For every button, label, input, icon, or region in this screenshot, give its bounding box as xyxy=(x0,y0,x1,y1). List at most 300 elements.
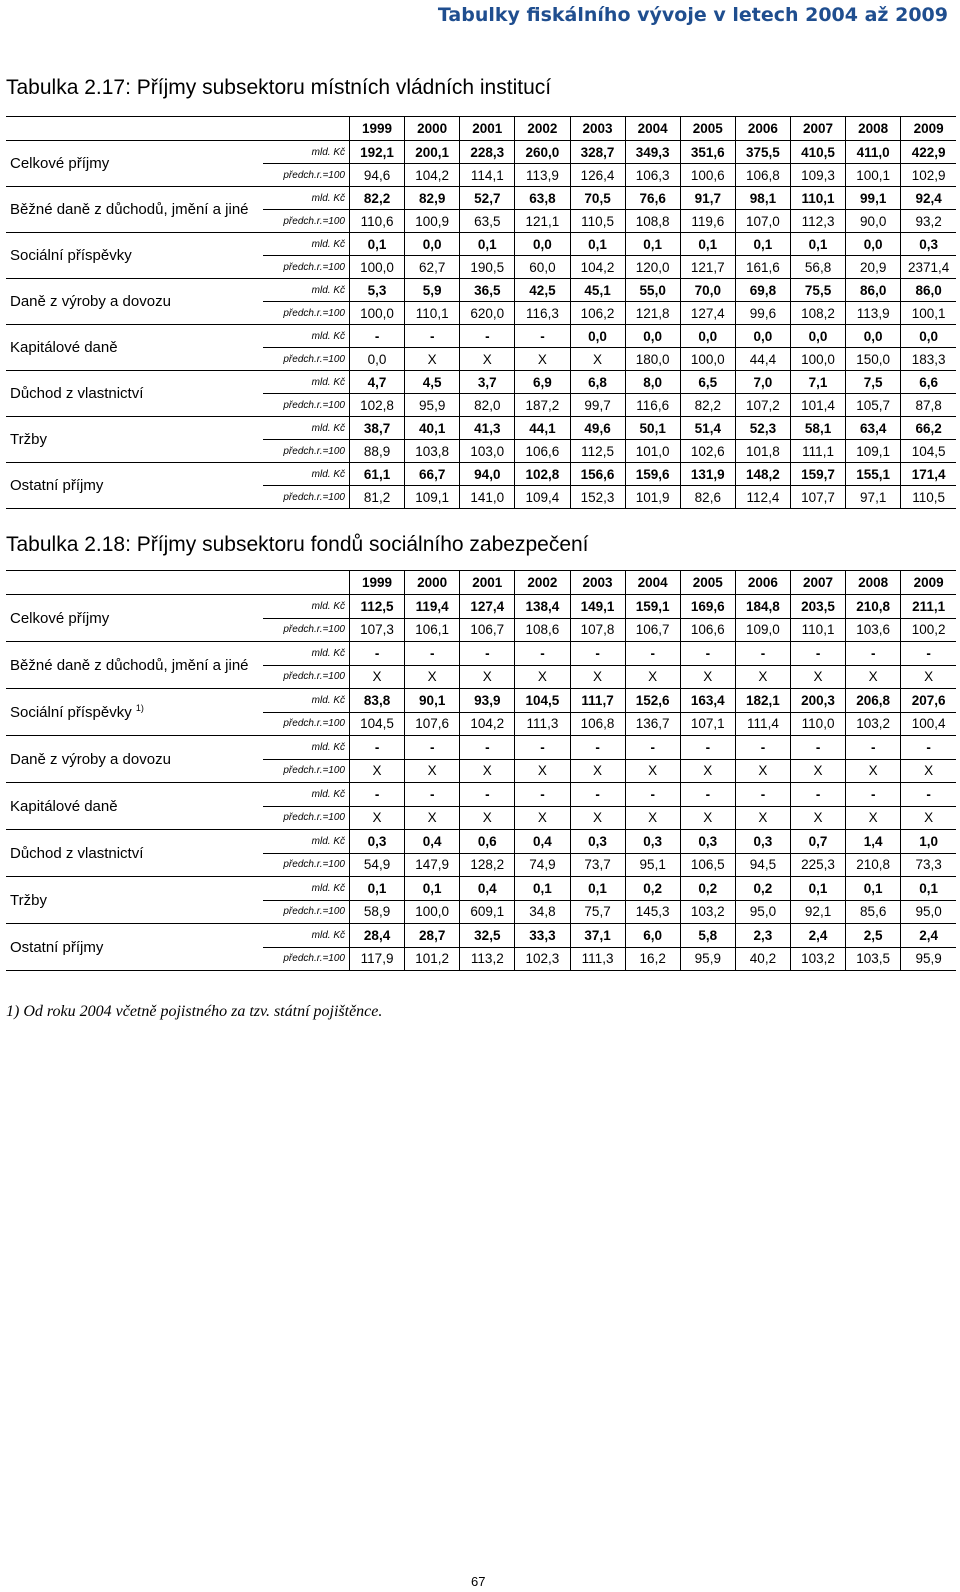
row-category-text: Ostatní příjmy xyxy=(10,477,104,494)
cell-value-mld: 51,4 xyxy=(680,417,735,440)
cell-value-mld: 200,3 xyxy=(791,689,846,713)
unit-label-mld: mld. Kč xyxy=(263,463,350,486)
cell-value-index: X xyxy=(846,806,901,830)
cell-value-index: 109,0 xyxy=(735,618,790,642)
cell-value-index: X xyxy=(515,665,570,689)
cell-value-index: 94,6 xyxy=(350,164,405,187)
unit-label-index: předch.r.=100 xyxy=(263,853,350,877)
cell-value-mld: 55,0 xyxy=(625,279,680,302)
cell-value-mld: - xyxy=(405,783,460,807)
cell-value-index: 104,2 xyxy=(570,256,625,279)
cell-value-index: 102,3 xyxy=(515,947,570,971)
cell-value-mld: 0,3 xyxy=(625,830,680,854)
cell-value-mld: 5,8 xyxy=(680,924,735,948)
cell-value-index: X xyxy=(846,759,901,783)
year-header: 2002 xyxy=(515,117,570,141)
year-header: 2003 xyxy=(570,117,625,141)
cell-value-mld: - xyxy=(791,783,846,807)
unit-label-index: předch.r.=100 xyxy=(263,348,350,371)
cell-value-index: 127,4 xyxy=(680,302,735,325)
cell-value-index: 104,2 xyxy=(405,164,460,187)
cell-value-mld: 99,1 xyxy=(846,187,901,210)
cell-value-mld: 28,4 xyxy=(350,924,405,948)
unit-label-index: předch.r.=100 xyxy=(263,900,350,924)
unit-label-mld: mld. Kč xyxy=(263,141,350,164)
row-category-label xyxy=(6,279,263,325)
cell-value-mld: - xyxy=(791,642,846,666)
cell-value-index: 95,9 xyxy=(405,394,460,417)
cell-value-mld: 52,3 xyxy=(735,417,790,440)
cell-value-index: 104,5 xyxy=(350,712,405,736)
cell-value-index: 108,8 xyxy=(625,210,680,233)
year-header: 2000 xyxy=(405,571,460,595)
cell-value-mld: 0,1 xyxy=(791,233,846,256)
cell-value-index: 111,4 xyxy=(735,712,790,736)
cell-value-mld: 375,5 xyxy=(735,141,790,164)
row-category-text: Běžné daně z důchodů, jmění a jiné xyxy=(10,656,249,674)
table-row-mld xyxy=(6,325,956,348)
cell-value-mld: - xyxy=(846,736,901,760)
cell-value-mld: 4,7 xyxy=(350,371,405,394)
cell-value-index: 100,6 xyxy=(680,164,735,187)
cell-value-index: 110,1 xyxy=(405,302,460,325)
cell-value-mld: 6,8 xyxy=(570,371,625,394)
cell-value-index: 111,1 xyxy=(791,440,846,463)
cell-value-index: 106,3 xyxy=(625,164,680,187)
cell-value-index: 106,7 xyxy=(460,618,515,642)
cell-value-mld: 171,4 xyxy=(901,463,956,486)
unit-label-mld: mld. Kč xyxy=(263,371,350,394)
cell-value-mld: - xyxy=(515,783,570,807)
cell-value-mld: - xyxy=(901,736,956,760)
cell-value-mld: 36,5 xyxy=(460,279,515,302)
row-category-label xyxy=(6,417,263,463)
cell-value-index: 100,4 xyxy=(901,712,956,736)
cell-value-mld: 0,0 xyxy=(515,233,570,256)
cell-value-index: 95,0 xyxy=(735,900,790,924)
cell-value-mld: 0,1 xyxy=(791,877,846,901)
cell-value-index: 103,2 xyxy=(791,947,846,971)
cell-value-index: 102,9 xyxy=(901,164,956,187)
cell-value-mld: - xyxy=(515,736,570,760)
cell-value-mld: - xyxy=(901,642,956,666)
cell-value-mld: 0,3 xyxy=(680,830,735,854)
cell-value-index: X xyxy=(405,665,460,689)
cell-value-index: X xyxy=(625,806,680,830)
unit-label-mld: mld. Kč xyxy=(263,736,350,760)
cell-value-mld: 63,8 xyxy=(515,187,570,210)
cell-value-mld: 33,3 xyxy=(515,924,570,948)
row-category-label xyxy=(6,830,263,877)
cell-value-index: 108,2 xyxy=(791,302,846,325)
page-number: 67 xyxy=(471,1574,486,1589)
cell-value-index: 190,5 xyxy=(460,256,515,279)
cell-value-mld: 155,1 xyxy=(846,463,901,486)
year-header: 2004 xyxy=(625,571,680,595)
cell-value-mld: 0,1 xyxy=(350,877,405,901)
table-2-17-title: Tabulka 2.17: Příjmy subsektoru místních vládních institucí xyxy=(6,76,552,99)
cell-value-index: 102,6 xyxy=(680,440,735,463)
unit-label-mld: mld. Kč xyxy=(263,642,350,666)
cell-value-mld: 40,1 xyxy=(405,417,460,440)
year-header: 2007 xyxy=(791,571,846,595)
cell-value-index: 73,3 xyxy=(901,853,956,877)
cell-value-mld: - xyxy=(846,642,901,666)
cell-value-index: 225,3 xyxy=(791,853,846,877)
cell-value-mld: - xyxy=(570,642,625,666)
cell-value-mld: 0,1 xyxy=(735,233,790,256)
cell-value-index: 180,0 xyxy=(625,348,680,371)
cell-value-mld: 0,0 xyxy=(846,233,901,256)
cell-value-index: 95,1 xyxy=(625,853,680,877)
cell-value-index: 100,0 xyxy=(680,348,735,371)
cell-value-mld: 411,0 xyxy=(846,141,901,164)
header-spacer xyxy=(6,117,263,141)
cell-value-index: X xyxy=(350,759,405,783)
cell-value-index: 74,9 xyxy=(515,853,570,877)
cell-value-index: X xyxy=(846,665,901,689)
cell-value-mld: 91,7 xyxy=(680,187,735,210)
cell-value-mld: 70,5 xyxy=(570,187,625,210)
unit-label-index: předch.r.=100 xyxy=(263,210,350,233)
cell-value-mld: 49,6 xyxy=(570,417,625,440)
cell-value-index: 62,7 xyxy=(405,256,460,279)
cell-value-mld: 138,4 xyxy=(515,595,570,619)
cell-value-index: 103,0 xyxy=(460,440,515,463)
cell-value-index: 97,1 xyxy=(846,486,901,509)
cell-value-index: 183,3 xyxy=(901,348,956,371)
cell-value-index: 101,4 xyxy=(791,394,846,417)
cell-value-index: 20,9 xyxy=(846,256,901,279)
cell-value-mld: 210,8 xyxy=(846,595,901,619)
cell-value-mld: 5,9 xyxy=(405,279,460,302)
cell-value-index: 103,2 xyxy=(846,712,901,736)
cell-value-index: 100,0 xyxy=(350,302,405,325)
cell-value-index: 187,2 xyxy=(515,394,570,417)
cell-value-index: 101,8 xyxy=(735,440,790,463)
cell-value-index: 82,0 xyxy=(460,394,515,417)
cell-value-mld: 0,1 xyxy=(901,877,956,901)
unit-label-index: předch.r.=100 xyxy=(263,440,350,463)
cell-value-mld: 0,2 xyxy=(735,877,790,901)
cell-value-mld: 1,4 xyxy=(846,830,901,854)
year-header: 2005 xyxy=(680,117,735,141)
cell-value-mld: - xyxy=(625,642,680,666)
cell-value-index: 150,0 xyxy=(846,348,901,371)
year-header: 2006 xyxy=(735,117,790,141)
cell-value-index: X xyxy=(570,665,625,689)
row-category-text: Ostatní příjmy xyxy=(10,938,104,956)
cell-value-mld: - xyxy=(350,783,405,807)
cell-value-mld: 328,7 xyxy=(570,141,625,164)
unit-label-mld: mld. Kč xyxy=(263,783,350,807)
cell-value-index: 103,8 xyxy=(405,440,460,463)
cell-value-mld: - xyxy=(460,325,515,348)
cell-value-mld: 45,1 xyxy=(570,279,625,302)
row-category-text: Důchod z vlastnictví xyxy=(10,385,144,402)
table-row-mld xyxy=(6,187,956,210)
cell-value-index: 126,4 xyxy=(570,164,625,187)
cell-value-mld: 61,1 xyxy=(350,463,405,486)
cell-value-mld: 4,5 xyxy=(405,371,460,394)
table-row-mld xyxy=(6,463,956,486)
cell-value-index: 75,7 xyxy=(570,900,625,924)
cell-value-index: 113,9 xyxy=(846,302,901,325)
cell-value-mld: 5,3 xyxy=(350,279,405,302)
cell-value-index: X xyxy=(901,665,956,689)
cell-value-index: 0,0 xyxy=(350,348,405,371)
cell-value-index: 101,0 xyxy=(625,440,680,463)
cell-value-index: 58,9 xyxy=(350,900,405,924)
cell-value-index: 40,2 xyxy=(735,947,790,971)
cell-value-mld: - xyxy=(405,325,460,348)
cell-value-mld: 119,4 xyxy=(405,595,460,619)
header-spacer xyxy=(263,571,350,595)
cell-value-mld: 66,7 xyxy=(405,463,460,486)
cell-value-mld: - xyxy=(680,736,735,760)
cell-value-index: 119,6 xyxy=(680,210,735,233)
cell-value-index: 95,9 xyxy=(680,947,735,971)
cell-value-index: X xyxy=(460,759,515,783)
cell-value-index: 100,9 xyxy=(405,210,460,233)
cell-value-mld: 0,1 xyxy=(515,877,570,901)
cell-value-index: 110,1 xyxy=(791,618,846,642)
cell-value-index: 111,3 xyxy=(515,712,570,736)
cell-value-mld: - xyxy=(405,642,460,666)
cell-value-index: X xyxy=(791,665,846,689)
cell-value-mld: 422,9 xyxy=(901,141,956,164)
cell-value-index: 147,9 xyxy=(405,853,460,877)
cell-value-index: X xyxy=(735,806,790,830)
cell-value-index: X xyxy=(680,806,735,830)
row-category-text: Tržby xyxy=(10,891,47,909)
cell-value-index: X xyxy=(625,665,680,689)
cell-value-mld: 131,9 xyxy=(680,463,735,486)
cell-value-index: 85,6 xyxy=(846,900,901,924)
row-category-label xyxy=(6,187,263,233)
cell-value-index: 60,0 xyxy=(515,256,570,279)
cell-value-index: 92,1 xyxy=(791,900,846,924)
unit-label-index: předch.r.=100 xyxy=(263,947,350,971)
year-header: 2008 xyxy=(846,117,901,141)
table-row-mld xyxy=(6,877,956,901)
cell-value-index: 121,1 xyxy=(515,210,570,233)
row-category-label xyxy=(6,689,263,736)
cell-value-mld: 0,1 xyxy=(405,877,460,901)
row-category-label xyxy=(6,642,263,689)
year-header: 2001 xyxy=(460,117,515,141)
cell-value-mld: 112,5 xyxy=(350,595,405,619)
cell-value-index: 106,6 xyxy=(515,440,570,463)
footnote: 1) Od roku 2004 včetně pojistného za tzv. státní pojištěnce. xyxy=(6,1003,383,1020)
cell-value-mld: 200,1 xyxy=(405,141,460,164)
cell-value-mld: 76,6 xyxy=(625,187,680,210)
table-row-mld xyxy=(6,783,956,807)
cell-value-mld: 206,8 xyxy=(846,689,901,713)
row-category-text: Sociální příspěvky xyxy=(10,704,132,721)
cell-value-mld: - xyxy=(680,783,735,807)
cell-value-index: X xyxy=(405,348,460,371)
cell-value-index: 609,1 xyxy=(460,900,515,924)
cell-value-index: X xyxy=(460,665,515,689)
year-header-row xyxy=(6,571,956,595)
cell-value-mld: - xyxy=(680,642,735,666)
cell-value-mld: 44,1 xyxy=(515,417,570,440)
cell-value-mld: 82,2 xyxy=(350,187,405,210)
cell-value-index: 99,7 xyxy=(570,394,625,417)
cell-value-mld: 207,6 xyxy=(901,689,956,713)
cell-value-index: X xyxy=(350,665,405,689)
cell-value-mld: 7,5 xyxy=(846,371,901,394)
cell-value-mld: 2,3 xyxy=(735,924,790,948)
row-category-label xyxy=(6,595,263,642)
cell-value-mld: 92,4 xyxy=(901,187,956,210)
cell-value-mld: 98,1 xyxy=(735,187,790,210)
cell-value-mld: 102,8 xyxy=(515,463,570,486)
cell-value-index: 120,0 xyxy=(625,256,680,279)
cell-value-index: 105,7 xyxy=(846,394,901,417)
cell-value-mld: 2,4 xyxy=(791,924,846,948)
cell-value-index: 94,5 xyxy=(735,853,790,877)
cell-value-index: 106,2 xyxy=(570,302,625,325)
cell-value-mld: - xyxy=(350,736,405,760)
row-category-label xyxy=(6,325,263,371)
unit-label-mld: mld. Kč xyxy=(263,187,350,210)
cell-value-index: 109,1 xyxy=(846,440,901,463)
cell-value-index: 44,4 xyxy=(735,348,790,371)
cell-value-mld: 228,3 xyxy=(460,141,515,164)
cell-value-mld: 349,3 xyxy=(625,141,680,164)
cell-value-mld: 41,3 xyxy=(460,417,515,440)
year-header: 2003 xyxy=(570,571,625,595)
row-category-text: Kapitálové daně xyxy=(10,339,118,356)
row-category-label xyxy=(6,233,263,279)
cell-value-mld: 110,1 xyxy=(791,187,846,210)
unit-label-index: předch.r.=100 xyxy=(263,618,350,642)
cell-value-index: 81,2 xyxy=(350,486,405,509)
cell-value-mld: - xyxy=(791,736,846,760)
cell-value-mld: 52,7 xyxy=(460,187,515,210)
cell-value-index: 117,9 xyxy=(350,947,405,971)
cell-value-mld: 0,0 xyxy=(405,233,460,256)
table-row-mld xyxy=(6,371,956,394)
cell-value-index: 56,8 xyxy=(791,256,846,279)
cell-value-index: 152,3 xyxy=(570,486,625,509)
cell-value-index: X xyxy=(350,806,405,830)
cell-value-index: X xyxy=(405,759,460,783)
unit-label-index: předch.r.=100 xyxy=(263,806,350,830)
row-category-text: Běžné daně z důchodů, jmění a jiné xyxy=(10,201,249,218)
cell-value-index: X xyxy=(460,806,515,830)
year-header: 2006 xyxy=(735,571,790,595)
cell-value-index: 34,8 xyxy=(515,900,570,924)
row-category-label xyxy=(6,371,263,417)
row-category-text: Celkové příjmy xyxy=(10,609,110,627)
cell-value-index: 106,7 xyxy=(625,618,680,642)
cell-value-index: X xyxy=(625,759,680,783)
cell-value-mld: - xyxy=(405,736,460,760)
cell-value-index: 121,8 xyxy=(625,302,680,325)
unit-label-mld: mld. Kč xyxy=(263,279,350,302)
cell-value-index: X xyxy=(680,759,735,783)
cell-value-index: 109,3 xyxy=(791,164,846,187)
cell-value-index: 161,6 xyxy=(735,256,790,279)
row-category-text: Celkové příjmy xyxy=(10,155,110,172)
cell-value-index: 141,0 xyxy=(460,486,515,509)
cell-value-mld: - xyxy=(460,783,515,807)
cell-value-mld: 127,4 xyxy=(460,595,515,619)
cell-value-mld: 0,3 xyxy=(901,233,956,256)
cell-value-index: X xyxy=(570,348,625,371)
row-category-text: Tržby xyxy=(10,431,47,448)
row-category-text: Daně z výroby a dovozu xyxy=(10,750,171,768)
unit-label-mld: mld. Kč xyxy=(263,233,350,256)
table-2-17 xyxy=(6,116,956,509)
cell-value-mld: - xyxy=(570,783,625,807)
table-row-mld xyxy=(6,279,956,302)
cell-value-mld: 0,7 xyxy=(791,830,846,854)
cell-value-index: 112,5 xyxy=(570,440,625,463)
cell-value-index: 121,7 xyxy=(680,256,735,279)
cell-value-index: 116,3 xyxy=(515,302,570,325)
cell-value-mld: - xyxy=(460,736,515,760)
cell-value-index: 107,1 xyxy=(680,712,735,736)
cell-value-index: 82,6 xyxy=(680,486,735,509)
cell-value-index: 101,2 xyxy=(405,947,460,971)
cell-value-mld: 156,6 xyxy=(570,463,625,486)
cell-value-mld: 149,1 xyxy=(570,595,625,619)
cell-value-mld: 203,5 xyxy=(791,595,846,619)
cell-value-index: 107,8 xyxy=(570,618,625,642)
cell-value-mld: - xyxy=(846,783,901,807)
cell-value-mld: 94,0 xyxy=(460,463,515,486)
cell-value-index: X xyxy=(515,348,570,371)
cell-value-index: 16,2 xyxy=(625,947,680,971)
cell-value-mld: - xyxy=(350,325,405,348)
cell-value-mld: 0,4 xyxy=(405,830,460,854)
footnote-marker: 1) xyxy=(135,703,144,713)
cell-value-index: 113,9 xyxy=(515,164,570,187)
cell-value-mld: 0,3 xyxy=(735,830,790,854)
table-row-mld xyxy=(6,233,956,256)
cell-value-index: 54,9 xyxy=(350,853,405,877)
cell-value-index: 107,2 xyxy=(735,394,790,417)
table-row-mld xyxy=(6,830,956,854)
cell-value-index: 110,6 xyxy=(350,210,405,233)
table-2-18 xyxy=(6,570,956,971)
table-row-mld xyxy=(6,924,956,948)
cell-value-index: 128,2 xyxy=(460,853,515,877)
cell-value-index: 136,7 xyxy=(625,712,680,736)
row-category-label xyxy=(6,877,263,924)
cell-value-mld: 93,9 xyxy=(460,689,515,713)
table-row-mld xyxy=(6,642,956,666)
cell-value-mld: 7,0 xyxy=(735,371,790,394)
cell-value-index: 103,5 xyxy=(846,947,901,971)
cell-value-mld: - xyxy=(735,783,790,807)
cell-value-index: 110,0 xyxy=(791,712,846,736)
cell-value-mld: 28,7 xyxy=(405,924,460,948)
cell-value-index: 104,5 xyxy=(901,440,956,463)
cell-value-index: 110,5 xyxy=(901,486,956,509)
cell-value-mld: 0,0 xyxy=(680,325,735,348)
row-category-text: Daně z výroby a dovozu xyxy=(10,293,171,310)
cell-value-mld: 0,0 xyxy=(846,325,901,348)
cell-value-mld: 38,7 xyxy=(350,417,405,440)
year-header: 2002 xyxy=(515,571,570,595)
cell-value-mld: 0,2 xyxy=(680,877,735,901)
year-header: 2000 xyxy=(405,117,460,141)
